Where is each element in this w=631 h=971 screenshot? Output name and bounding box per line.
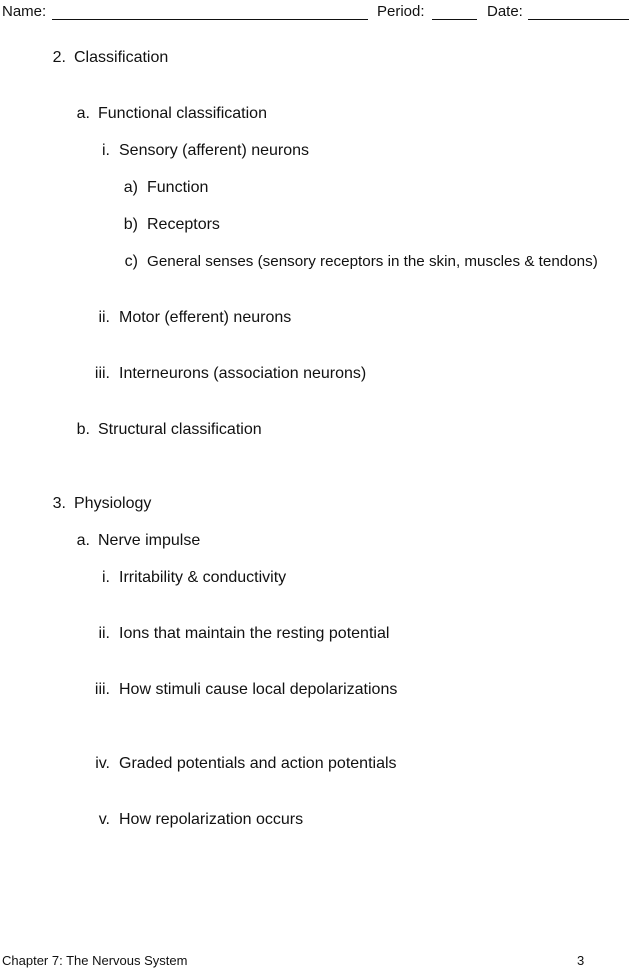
period-label: Period:	[377, 3, 425, 20]
page-number: 3	[577, 953, 585, 968]
outline-text: Irritability & conductivity	[119, 569, 287, 586]
outline-marker: b)	[123, 216, 138, 233]
outline-text: General senses (sensory receptors in the skin, muscles & tendons)	[147, 253, 598, 270]
date-label: Date:	[487, 3, 523, 20]
outline-text: How stimuli cause local depolarizations	[119, 681, 398, 698]
outline-marker: iii.	[94, 365, 110, 382]
outline-text: Function	[147, 179, 209, 196]
outline-text: Sensory (afferent) neurons	[119, 142, 310, 159]
outline-text: Structural classification	[98, 421, 262, 438]
date-blank[interactable]	[528, 19, 629, 20]
outline-marker: a)	[123, 179, 138, 196]
outline-marker: iv.	[95, 755, 110, 772]
chapter-title: Chapter 7: The Nervous System	[2, 953, 188, 968]
name-blank[interactable]	[52, 19, 368, 20]
outline-text: Physiology	[74, 495, 152, 512]
outline-marker: i.	[102, 142, 110, 159]
period-blank[interactable]	[432, 19, 477, 20]
outline-marker: 2.	[52, 49, 66, 66]
outline-text: Graded potentials and action potentials	[119, 755, 397, 772]
name-label: Name:	[2, 3, 47, 20]
outline-marker: a.	[76, 532, 90, 549]
outline-marker: b.	[76, 421, 90, 438]
outline-text: Functional classification	[98, 105, 267, 122]
outline-marker: ii.	[98, 309, 110, 326]
outline-text: Interneurons (association neurons)	[119, 365, 367, 382]
outline-text: Motor (efferent) neurons	[119, 309, 292, 326]
outline-text: Nerve impulse	[98, 532, 201, 549]
page-footer	[0, 953, 631, 971]
outline-marker: v.	[98, 811, 110, 828]
outline-marker: 3.	[52, 495, 66, 512]
worksheet-header	[0, 3, 631, 23]
outline-text: Ions that maintain the resting potential	[119, 625, 390, 642]
outline-marker: a.	[76, 105, 90, 122]
outline-text: Receptors	[147, 216, 220, 233]
outline-text: Classification	[74, 49, 169, 66]
outline-marker: i.	[102, 569, 110, 586]
outline-marker: ii.	[98, 625, 110, 642]
outline-marker: c)	[124, 253, 138, 270]
outline-marker: iii.	[94, 681, 110, 698]
outline-text: How repolarization occurs	[119, 811, 304, 828]
